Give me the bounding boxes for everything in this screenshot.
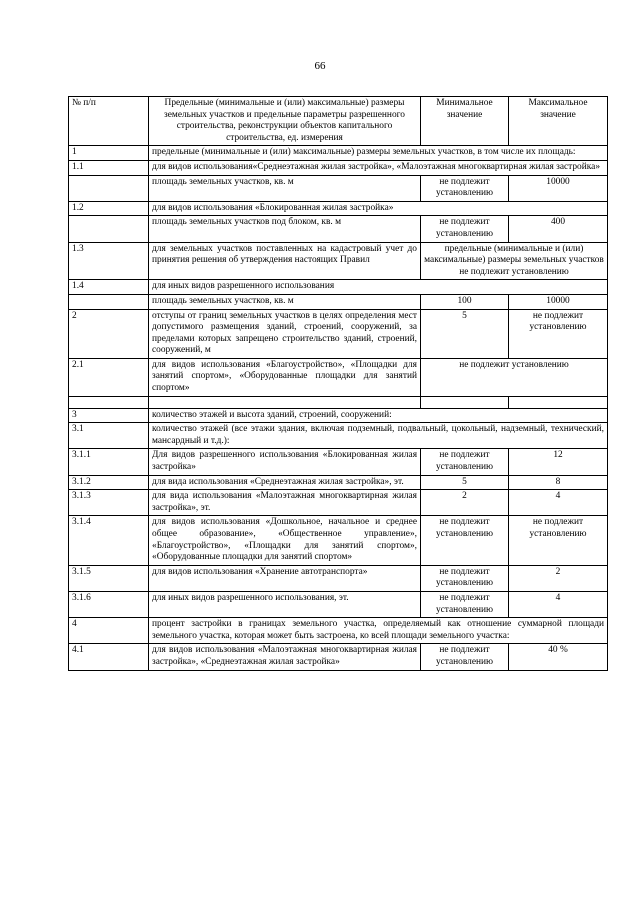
- row-number: 1.3: [69, 242, 149, 280]
- row-min-value: 5: [421, 475, 509, 490]
- row-max-value: не подлежит установлению: [509, 516, 608, 565]
- row-min-value: не подлежит установлению: [421, 449, 509, 475]
- row-max-value: не подлежит установлению: [509, 309, 608, 358]
- row-number: [69, 216, 149, 242]
- row-description: процент застройки в границах земельного участка, определяемый как отношение суммарной площади земельного участка, которая может быть застроена, ко всей площади земельного участка:: [149, 618, 608, 644]
- row-merged-value: не подлежит установлению: [421, 358, 608, 396]
- row-number: 3.1.5: [69, 565, 149, 591]
- row-max-value: 4: [509, 490, 608, 516]
- row-number: 3.1: [69, 423, 149, 449]
- row-number: 4.1: [69, 644, 149, 670]
- header-number: № п/п: [69, 97, 149, 146]
- empty-cell: [421, 396, 509, 408]
- row-number: 3.1.3: [69, 490, 149, 516]
- table-row: [69, 175, 608, 201]
- row-description: для видов использования «Блокированная жилая застройка»: [149, 201, 608, 216]
- row-number: 3: [69, 408, 149, 423]
- table-row: [69, 309, 608, 358]
- row-description: площадь земельных участков, кв. м: [149, 294, 421, 309]
- row-description: для видов использования «Дошкольное, начальное и среднее общее образование», «Общественное управление», «Благоустройство», «Площадки для занятий спортом», «Оборудованные площадки для занятий спортом»: [149, 516, 421, 565]
- row-description: количество этажей и высота зданий, строений, сооружений:: [149, 408, 608, 423]
- row-number: 2.1: [69, 358, 149, 396]
- row-description: предельные (минимальные и (или) максимальные) размеры земельных участков, в том числе их площадь:: [149, 146, 608, 161]
- row-description: для иных видов разрешенного использования: [149, 280, 608, 295]
- row-description: для вида использования «Малоэтажная многоквартирная жилая застройка», эт.: [149, 490, 421, 516]
- table-row: [69, 644, 608, 670]
- row-description: для вида использования «Среднеэтажная жилая застройка», эт.: [149, 475, 421, 490]
- header-min-value: Минимальное значение: [421, 97, 509, 146]
- table-row: [69, 565, 608, 591]
- row-description: для земельных участков поставленных на кадастровый учет до принятия решения об утверждения настоящих Правил: [149, 242, 421, 280]
- row-description: для видов использования «Благоустройство», «Площадки для занятий спортом», «Оборудованные площадки для занятий спортом»: [149, 358, 421, 396]
- row-number: 1: [69, 146, 149, 161]
- row-number: 2: [69, 309, 149, 358]
- empty-cell: [69, 396, 149, 408]
- row-number: [69, 294, 149, 309]
- row-number: 1.2: [69, 201, 149, 216]
- row-description: для иных видов разрешенного использования, эт.: [149, 591, 421, 617]
- empty-cell: [149, 396, 421, 408]
- table-header-row: [69, 97, 608, 146]
- table-row: [69, 280, 608, 295]
- row-description: для видов использования«Среднеэтажная жилая застройка», «Малоэтажная многоквартирная жилая застройка»: [149, 160, 608, 175]
- table-row: [69, 160, 608, 175]
- row-number: 1.4: [69, 280, 149, 295]
- table-row: [69, 358, 608, 396]
- header-max-value: Максимальное значение: [509, 97, 608, 146]
- row-max-value: 4: [509, 591, 608, 617]
- row-number: 3.1.4: [69, 516, 149, 565]
- table-row-empty: [69, 396, 608, 408]
- row-description: количество этажей (все этажи здания, включая подземный, подвальный, цокольный, надземный, технический, мансардный и т.д.):: [149, 423, 608, 449]
- row-min-value: не подлежит установлению: [421, 216, 509, 242]
- row-number: 3.1.6: [69, 591, 149, 617]
- row-min-value: не подлежит установлению: [421, 565, 509, 591]
- row-description: для видов использования «Малоэтажная многоквартирная жилая застройка», «Среднеэтажная жилая застройка»: [149, 644, 421, 670]
- table-row: [69, 618, 608, 644]
- row-min-value: не подлежит установлению: [421, 591, 509, 617]
- row-min-value: 100: [421, 294, 509, 309]
- table-row: [69, 423, 608, 449]
- row-description: площадь земельных участков, кв. м: [149, 175, 421, 201]
- table-row: [69, 242, 608, 280]
- table-row: [69, 216, 608, 242]
- table-row: [69, 408, 608, 423]
- table-row: [69, 516, 608, 565]
- table-row: [69, 146, 608, 161]
- table-row: [69, 475, 608, 490]
- row-max-value: 2: [509, 565, 608, 591]
- row-description: для видов использования «Хранение автотранспорта»: [149, 565, 421, 591]
- empty-cell: [509, 396, 608, 408]
- row-description: Для видов разрешенного использования «Блокированная жилая застройка»: [149, 449, 421, 475]
- row-min-value: не подлежит установлению: [421, 516, 509, 565]
- parameters-table-body: [69, 97, 608, 671]
- table-row: [69, 490, 608, 516]
- parameters-table: [68, 96, 608, 671]
- table-row: [69, 591, 608, 617]
- row-number: 4: [69, 618, 149, 644]
- row-number: 3.1.2: [69, 475, 149, 490]
- row-number: [69, 175, 149, 201]
- table-row: [69, 294, 608, 309]
- table-row: [69, 449, 608, 475]
- row-number: 1.1: [69, 160, 149, 175]
- row-max-value: 40 %: [509, 644, 608, 670]
- row-max-value: 10000: [509, 294, 608, 309]
- row-max-value: 10000: [509, 175, 608, 201]
- row-min-value: не подлежит установлению: [421, 644, 509, 670]
- row-number: 3.1.1: [69, 449, 149, 475]
- row-min-value: 5: [421, 309, 509, 358]
- row-max-value: 12: [509, 449, 608, 475]
- row-max-value: 8: [509, 475, 608, 490]
- row-max-value: 400: [509, 216, 608, 242]
- row-min-value: не подлежит установлению: [421, 175, 509, 201]
- table-row: [69, 201, 608, 216]
- row-description: отступы от границ земельных участков в целях определения мест допустимого размещения зданий, строений, сооружений, за пределами которых запрещено строительство зданий, строений, сооружений, м: [149, 309, 421, 358]
- header-description: Предельные (минимальные и (или) максимальные) размеры земельных участков и предельные параметры разрешенного строительства, реконструкции объектов капитального строительства, ед. измерения: [149, 97, 421, 146]
- row-merged-value: предельные (минимальные и (или) максимальные) размеры земельных участков не подлежит установлению: [421, 242, 608, 280]
- row-min-value: 2: [421, 490, 509, 516]
- page-number: 66: [314, 60, 326, 72]
- row-description: площадь земельных участков под блоком, кв. м: [149, 216, 421, 242]
